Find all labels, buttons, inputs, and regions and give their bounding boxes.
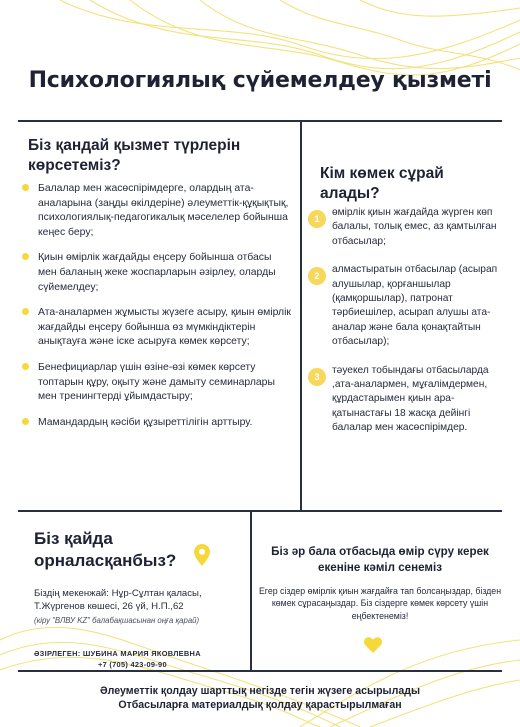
page-title: Психологиялық сүйемелдеу қызметі xyxy=(28,68,492,93)
bullet-dot-icon xyxy=(22,253,29,260)
service-text: Бенефициарлар үшін өзіне-өзі көмек көрсету топтарын құру, оқыту және дамыту семинарлары мен тренингтерді ұйымдастыру; xyxy=(38,361,275,403)
bottom-column-divider xyxy=(250,510,252,670)
address-line: Т.Жүргенов көшесі, 26 үй, Н.П.,62 xyxy=(34,601,184,613)
helped-heading: Кім көмек сұрай алады? xyxy=(320,165,444,202)
author-block xyxy=(34,649,244,670)
service-text: Ата-аналармен жұмысты жүзеге асыру, қиын өмірлік жағдайды еңсеру бойынша өз мүмкіндіктерін анықтауға және іске асыруға көмек көрсету; xyxy=(38,307,291,348)
bottom-divider xyxy=(18,670,502,672)
footer-line: Отбасыларға материалдық қолдау қарастырылмаған xyxy=(118,699,402,711)
address-line: Біздің мекенжай: Нұр-Сұлтан қаласы, xyxy=(34,588,202,599)
heart-icon xyxy=(364,637,382,653)
list-item xyxy=(308,364,504,436)
helped-text: өмірлік қиын жағдайда жүрген көп балалы, толық емес, аз қамтылған отбасылар; xyxy=(332,207,497,247)
number-badge: 2 xyxy=(308,267,326,285)
list-item xyxy=(22,251,292,295)
author-name: ӘЗІРЛЕГЕН: ШУБИНА МАРИЯ ЯКОВЛЕВНА xyxy=(34,649,201,658)
belief-text: Егер сіздер өмірлік қиын жағдайға тап болсаңыздар, бізден көмек сұрасаңыздар. Біз сіздерге көмек көрсету үшін еңбектенеміз! xyxy=(258,586,502,621)
phone-number: +7 (705) 423-09-90 xyxy=(98,659,167,669)
list-item xyxy=(22,361,292,405)
bullet-dot-icon xyxy=(22,308,29,315)
list-item xyxy=(308,263,504,349)
column-divider xyxy=(300,120,302,510)
address-note: (кіру "ВЛВУ KZ" балабақшасынан оңға қарай) xyxy=(34,615,200,625)
list-item xyxy=(22,182,292,240)
helped-text: алмастыратын отбасылар (асырап алушылар, қорғаншылар (қамқоршылар), патронат тәрбиешілер, асырап алушы ата-аналар және бала қонақтайтын отбасылар); xyxy=(332,264,498,348)
bullet-dot-icon xyxy=(22,363,29,370)
services-heading: Біз қандай қызмет түрлерін көрсетеміз? xyxy=(28,137,241,174)
service-text: Мамандардың кәсіби құзыреттілігін арттыру. xyxy=(38,416,253,428)
list-item xyxy=(22,306,292,350)
footer-line: Әлеуметтік қолдау шарттық негізде тегін жүзеге асырылады xyxy=(99,685,420,697)
number-badge: 1 xyxy=(308,210,326,228)
address-block xyxy=(34,587,244,627)
number-badge: 3 xyxy=(308,368,326,386)
location-heading: Біз қайда орналасқанбыз? xyxy=(34,529,177,570)
map-pin-icon xyxy=(194,544,210,566)
belief-heading: Біз әр бала отбасыда өмір сүру керек екеніне кәміл сенеміз xyxy=(271,545,489,574)
bullet-dot-icon xyxy=(22,418,29,425)
bullet-dot-icon xyxy=(22,184,29,191)
service-text: Қиын өмірлік жағдайды еңсеру бойынша отбасы мен баланың жеке жоспарларын әзірлеу, оларды сүйемелдеу; xyxy=(38,252,276,293)
footer xyxy=(0,684,520,712)
list-item xyxy=(308,206,504,249)
list-item xyxy=(22,416,292,431)
helped-list xyxy=(308,206,504,450)
service-text: Балалар мен жасөспірімдерге, олардың ата-аналарына (заңды өкілдеріне) әлеуметтік-құқықтық, психологиялық-педагогикалық мәселелер бойынша кеңес беру; xyxy=(38,183,289,238)
services-list xyxy=(22,182,292,441)
helped-text: тәуекел тобындағы отбасыларда ,ата-аналармен, мұғалімдермен, құрдастарымен қиын ара-қатынастағы 18 жасқа дейінгі балалар мен жасөспірімдер. xyxy=(332,364,489,434)
top-divider xyxy=(18,120,502,122)
section-divider xyxy=(18,510,502,512)
